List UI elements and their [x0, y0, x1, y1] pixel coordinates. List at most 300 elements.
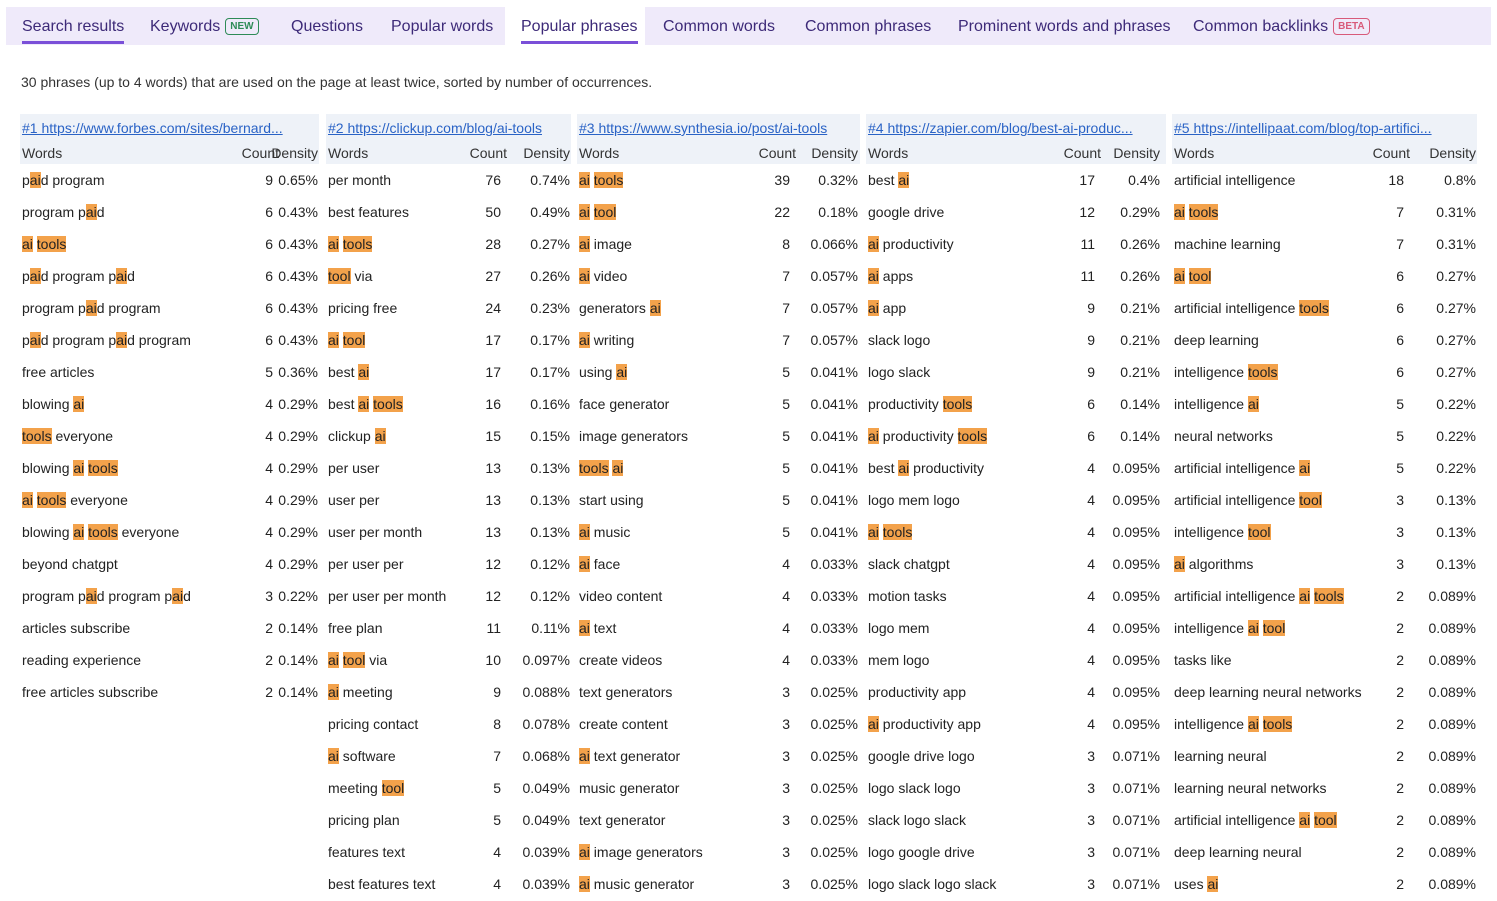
- density-header: Density: [1429, 145, 1476, 161]
- count-value: 6: [1396, 300, 1404, 316]
- table-row: [866, 228, 1166, 260]
- table-row: [326, 580, 571, 612]
- beta-badge: BETA: [1333, 18, 1369, 35]
- phrase-text: best features text: [328, 876, 436, 892]
- phrase-text: learning neural: [1174, 748, 1267, 764]
- phrase-text: ai app: [868, 300, 907, 316]
- table-row: [326, 260, 571, 292]
- count-value: 13: [485, 492, 501, 508]
- count-value: 13: [485, 524, 501, 540]
- phrase-text: create content: [579, 716, 668, 732]
- phrase-text: best features: [328, 204, 409, 220]
- count-value: 6: [1396, 268, 1404, 284]
- table-row: [326, 484, 571, 516]
- keyword-highlight: tools: [88, 460, 118, 476]
- phrase-text: ai algorithms: [1174, 556, 1254, 572]
- table-row: [577, 356, 860, 388]
- count-value: 5: [782, 428, 790, 444]
- table-row: [326, 708, 571, 740]
- density-value: 0.31%: [1436, 204, 1476, 220]
- phrase-text: ai meeting: [328, 684, 393, 700]
- table-row: [1172, 740, 1477, 772]
- table-row: [577, 452, 860, 484]
- density-value: 0.025%: [810, 812, 858, 828]
- count-value: 9: [1087, 364, 1095, 380]
- keyword-highlight: ai: [328, 236, 339, 252]
- result-url-link[interactable]: #4 https://zapier.com/blog/best-ai-produc...: [868, 120, 1133, 136]
- table-row: [326, 676, 571, 708]
- tab-label: Questions: [291, 18, 364, 35]
- table-row: [577, 868, 860, 900]
- table-row: [20, 260, 319, 292]
- count-value: 3: [1087, 844, 1095, 860]
- phrase-text: intelligence tool: [1174, 524, 1271, 540]
- table-row: [866, 260, 1166, 292]
- phrase-text: deep learning: [1174, 332, 1259, 348]
- phrase-text: intelligence ai tools: [1174, 716, 1293, 732]
- density-value: 0.29%: [1120, 204, 1160, 220]
- tab-label: Popular words: [391, 18, 494, 35]
- count-value: 13: [485, 460, 501, 476]
- tab-popular-phrases[interactable]: [521, 7, 638, 45]
- keyword-highlight: tools: [882, 524, 913, 540]
- table-row: [577, 708, 860, 740]
- density-value: 0.041%: [810, 364, 858, 380]
- density-value: 0.071%: [1112, 876, 1160, 892]
- phrase-text: mem logo: [868, 652, 930, 668]
- keyword-highlight: ai: [1247, 396, 1259, 412]
- tab-label: Keywords: [150, 18, 221, 35]
- count-header: Count: [241, 145, 279, 161]
- count-value: 24: [485, 300, 501, 316]
- keyword-highlight: ai: [579, 556, 590, 572]
- keyword-highlight: ai: [579, 268, 590, 284]
- tab-common-phrases[interactable]: [805, 7, 931, 45]
- table-row: [1172, 292, 1477, 324]
- phrase-text: tools everyone: [22, 428, 114, 444]
- keyword-highlight: tool: [1299, 492, 1322, 508]
- phrase-text: ai image: [579, 236, 632, 252]
- phrase-text: tool via: [328, 268, 373, 284]
- density-value: 0.14%: [1120, 428, 1160, 444]
- density-value: 0.049%: [522, 780, 570, 796]
- phrase-text: ai apps: [868, 268, 914, 284]
- phrase-text: per user per: [328, 556, 404, 572]
- keyword-highlight: ai: [1299, 460, 1311, 476]
- table-row: [1172, 804, 1477, 836]
- keyword-highlight: ai: [328, 652, 339, 668]
- count-value: 7: [1396, 236, 1404, 252]
- density-value: 0.033%: [810, 652, 858, 668]
- phrase-text: pricing contact: [328, 716, 419, 732]
- table-row: [20, 164, 319, 196]
- table-row: [866, 164, 1166, 196]
- phrase-text: [328, 324, 365, 356]
- density-value: 0.066%: [810, 236, 858, 252]
- keyword-highlight: tool: [1314, 812, 1337, 828]
- density-value: 0.025%: [810, 844, 858, 860]
- density-value: 0.13%: [530, 460, 570, 476]
- count-value: 4: [1087, 588, 1095, 604]
- density-value: 0.088%: [522, 684, 570, 700]
- table-row: [577, 580, 860, 612]
- table-row: [866, 708, 1166, 740]
- count-value: 5: [1396, 396, 1404, 412]
- table-row: [20, 612, 319, 644]
- column-header: [577, 114, 860, 142]
- phrase-text: blowing ai tools everyone: [22, 524, 180, 540]
- keyword-highlight: ai: [1299, 588, 1311, 604]
- count-value: 2: [1396, 780, 1404, 796]
- density-value: 0.13%: [1436, 524, 1476, 540]
- tab-popular-words[interactable]: [391, 7, 493, 45]
- keyword-highlight: ai: [1207, 876, 1219, 892]
- phrase-text: uses ai: [1174, 876, 1219, 892]
- phrase-text: program paid program: [22, 300, 161, 316]
- tab-label: Search results: [22, 18, 125, 35]
- count-value: 9: [1087, 300, 1095, 316]
- keyword-highlight: ai: [868, 236, 879, 252]
- density-value: 0.089%: [1428, 748, 1476, 764]
- count-value: 3: [782, 748, 790, 764]
- density-value: 0.13%: [1436, 556, 1476, 572]
- count-value: 4: [265, 524, 273, 540]
- keyword-highlight: tools: [957, 428, 988, 444]
- density-value: 0.057%: [810, 332, 858, 348]
- table-row: [20, 228, 319, 260]
- density-value: 0.025%: [810, 780, 858, 796]
- count-value: 5: [1396, 460, 1404, 476]
- summary-text: 30 phrases (up to 4 words) that are used on the page at least twice, sorted by number of occurrences.: [21, 74, 653, 90]
- phrase-text: intelligence tools: [1174, 364, 1278, 380]
- density-value: 0.089%: [1428, 716, 1476, 732]
- keyword-highlight: tools: [36, 492, 67, 508]
- density-value: 0.025%: [810, 748, 858, 764]
- phrase-text: [328, 228, 372, 260]
- table-row: [577, 644, 860, 676]
- count-value: 4: [782, 588, 790, 604]
- density-header: Density: [271, 145, 318, 161]
- phrase-text: text generator: [579, 812, 666, 828]
- keyword-highlight: ai: [85, 300, 97, 316]
- keyword-highlight: ai: [29, 172, 41, 188]
- count-value: 2: [1396, 588, 1404, 604]
- count-value: 5: [493, 780, 501, 796]
- phrase-text: logo mem: [868, 620, 930, 636]
- keyword-highlight: ai: [73, 524, 85, 540]
- phrase-text: start using: [579, 492, 644, 508]
- density-value: 0.31%: [1436, 236, 1476, 252]
- density-value: 0.039%: [522, 876, 570, 892]
- phrase-text: neural networks: [1174, 428, 1273, 444]
- keyword-highlight: ai: [579, 524, 590, 540]
- keyword-highlight: tools: [373, 396, 403, 412]
- density-value: 0.071%: [1112, 780, 1160, 796]
- table-row: [326, 644, 571, 676]
- density-value: 0.033%: [810, 620, 858, 636]
- count-value: 4: [265, 492, 273, 508]
- density-value: 0.089%: [1428, 780, 1476, 796]
- tab-prominent-words-and-phrases[interactable]: [958, 7, 1171, 45]
- keyword-highlight: tool: [342, 652, 366, 668]
- table-header-row: [326, 142, 571, 164]
- density-value: 0.089%: [1428, 652, 1476, 668]
- count-value: 5: [265, 364, 273, 380]
- phrase-text: ai tool via: [328, 652, 388, 668]
- count-value: 39: [774, 172, 790, 188]
- count-value: 2: [265, 652, 273, 668]
- density-value: 0.025%: [810, 716, 858, 732]
- tab-underline: [521, 41, 638, 44]
- count-value: 5: [782, 396, 790, 412]
- result-column-5: [1172, 114, 1477, 900]
- phrase-text: slack logo: [868, 332, 931, 348]
- count-value: 2: [1396, 748, 1404, 764]
- count-value: 6: [265, 268, 273, 284]
- density-value: 0.22%: [1436, 396, 1476, 412]
- phrase-text: per month: [328, 172, 392, 188]
- count-value: 4: [782, 620, 790, 636]
- density-value: 0.74%: [530, 172, 570, 188]
- phrase-text: logo slack: [868, 364, 931, 380]
- density-value: 0.095%: [1112, 460, 1160, 476]
- keyword-highlight: tools: [36, 236, 67, 252]
- count-value: 27: [485, 268, 501, 284]
- tab-keywords[interactable]: [150, 7, 259, 45]
- tab-questions[interactable]: [291, 7, 363, 45]
- keyword-highlight: ai: [22, 492, 33, 508]
- table-row: [866, 612, 1166, 644]
- count-value: 5: [782, 524, 790, 540]
- density-value: 0.49%: [530, 204, 570, 220]
- count-value: 3: [265, 588, 273, 604]
- count-value: 4: [1087, 492, 1095, 508]
- density-value: 0.057%: [810, 300, 858, 316]
- keyword-highlight: tools: [593, 172, 624, 188]
- count-value: 7: [1396, 204, 1404, 220]
- density-value: 0.089%: [1428, 876, 1476, 892]
- column-header: [20, 114, 319, 142]
- table-row: [1172, 580, 1477, 612]
- phrase-text: artificial intelligence ai tools: [1174, 588, 1344, 604]
- keyword-highlight: ai: [116, 268, 128, 284]
- table-row: [866, 196, 1166, 228]
- phrase-text: productivity app: [868, 684, 967, 700]
- count-value: 3: [1396, 556, 1404, 572]
- keyword-highlight: ai: [649, 300, 661, 316]
- tab-common-words[interactable]: [663, 7, 775, 45]
- phrase-text: generators ai: [579, 300, 661, 316]
- count-value: 2: [1396, 684, 1404, 700]
- result-url-link[interactable]: #5 https://intellipaat.com/blog/top-artifici...: [1174, 120, 1432, 136]
- phrase-text: free plan: [328, 620, 383, 636]
- count-value: 10: [485, 652, 501, 668]
- keyword-highlight: ai: [29, 332, 41, 348]
- density-value: 0.095%: [1112, 716, 1160, 732]
- count-value: 17: [1079, 172, 1095, 188]
- count-value: 5: [493, 812, 501, 828]
- keyword-highlight: tools: [1314, 588, 1344, 604]
- table-row: [577, 804, 860, 836]
- phrase-text: blowing ai tools: [22, 460, 118, 476]
- keyword-highlight: ai: [579, 236, 590, 252]
- table-row: [20, 644, 319, 676]
- count-value: 6: [265, 300, 273, 316]
- count-value: 3: [1087, 780, 1095, 796]
- phrase-text: face generator: [579, 396, 670, 412]
- phrase-text: ai text: [579, 620, 617, 636]
- keyword-highlight: tools: [342, 236, 373, 252]
- density-value: 0.18%: [818, 204, 858, 220]
- phrase-text: best ai: [328, 364, 370, 380]
- keyword-highlight: tools: [942, 396, 973, 412]
- result-url-link[interactable]: #2 https://clickup.com/blog/ai-tools: [328, 120, 542, 136]
- phrase-text: artificial intelligence ai: [1174, 460, 1311, 476]
- table-row: [866, 644, 1166, 676]
- table-row: [326, 164, 571, 196]
- density-value: 0.27%: [1436, 364, 1476, 380]
- phrase-text: ai writing: [579, 332, 635, 348]
- keyword-highlight: ai: [579, 172, 590, 188]
- density-value: 0.21%: [1120, 364, 1160, 380]
- density-value: 0.12%: [530, 556, 570, 572]
- table-row: [20, 580, 319, 612]
- keyword-highlight: tools: [88, 524, 118, 540]
- count-value: 4: [265, 556, 273, 572]
- density-value: 0.14%: [278, 652, 318, 668]
- count-value: 17: [485, 364, 501, 380]
- phrase-text: tasks like: [1174, 652, 1232, 668]
- count-value: 4: [493, 844, 501, 860]
- count-header: Count: [1063, 145, 1101, 161]
- keyword-highlight: ai: [1174, 556, 1185, 572]
- keyword-highlight: tool: [1262, 620, 1286, 636]
- table-row: [326, 868, 571, 900]
- keyword-highlight: ai: [579, 876, 590, 892]
- table-row: [866, 580, 1166, 612]
- count-value: 5: [782, 364, 790, 380]
- column-header: [326, 114, 571, 142]
- table-row: [20, 452, 319, 484]
- density-value: 0.041%: [810, 396, 858, 412]
- count-value: 11: [1080, 236, 1095, 252]
- density-header: Density: [523, 145, 570, 161]
- count-value: 3: [782, 716, 790, 732]
- phrase-text: free articles: [22, 364, 95, 380]
- keyword-highlight: ai: [116, 332, 128, 348]
- table-row: [20, 484, 319, 516]
- count-header: Count: [758, 145, 796, 161]
- count-value: 4: [1087, 460, 1095, 476]
- table-row: [1172, 836, 1477, 868]
- count-value: 2: [1396, 876, 1404, 892]
- phrase-text: artificial intelligence tools: [1174, 300, 1329, 316]
- count-value: 4: [1087, 652, 1095, 668]
- count-value: 6: [1087, 428, 1095, 444]
- table-row: [866, 836, 1166, 868]
- density-value: 0.13%: [1436, 492, 1476, 508]
- table-header-row: [577, 142, 860, 164]
- keyword-highlight: ai: [1247, 620, 1259, 636]
- density-value: 0.089%: [1428, 588, 1476, 604]
- count-value: 2: [1396, 716, 1404, 732]
- keyword-highlight: ai: [172, 588, 184, 604]
- table-row: [1172, 196, 1477, 228]
- count-header: Count: [469, 145, 507, 161]
- table-row: [1172, 612, 1477, 644]
- phrase-text: meeting tool: [328, 780, 405, 796]
- keyword-highlight: tool: [381, 780, 405, 796]
- column-header: [1172, 114, 1477, 142]
- count-value: 4: [265, 396, 273, 412]
- tab-label: Common backlinks: [1193, 18, 1329, 35]
- count-value: 22: [774, 204, 790, 220]
- count-value: 6: [265, 332, 273, 348]
- words-header: Words: [579, 145, 620, 161]
- density-value: 0.049%: [522, 812, 570, 828]
- density-value: 0.089%: [1428, 684, 1476, 700]
- density-value: 0.22%: [1436, 428, 1476, 444]
- phrase-text: beyond chatgpt: [22, 556, 118, 572]
- table-row: [1172, 772, 1477, 804]
- count-value: 4: [1087, 556, 1095, 572]
- density-value: 0.089%: [1428, 844, 1476, 860]
- density-value: 0.43%: [278, 236, 318, 252]
- tab-search-results[interactable]: [22, 7, 124, 45]
- count-value: 6: [1087, 396, 1095, 412]
- count-value: 6: [1396, 364, 1404, 380]
- count-value: 4: [265, 460, 273, 476]
- table-row: [1172, 644, 1477, 676]
- result-url-link[interactable]: #3 https://www.synthesia.io/post/ai-tools: [579, 120, 828, 136]
- table-row: [1172, 164, 1477, 196]
- keyword-highlight: ai: [868, 716, 879, 732]
- result-column-2: [326, 114, 571, 900]
- count-value: 11: [1080, 268, 1095, 284]
- density-value: 0.29%: [278, 524, 318, 540]
- table-row: [577, 484, 860, 516]
- tab-common-backlinks[interactable]: [1193, 7, 1370, 45]
- phrase-text: productivity tools: [868, 396, 973, 412]
- table-row: [866, 868, 1166, 900]
- table-row: [866, 356, 1166, 388]
- words-header: Words: [22, 145, 63, 161]
- keyword-highlight: ai: [85, 204, 97, 220]
- table-row: [866, 548, 1166, 580]
- table-row: [326, 772, 571, 804]
- table-row: [326, 324, 571, 356]
- keyword-highlight: ai: [868, 300, 879, 316]
- count-value: 11: [486, 620, 501, 636]
- density-value: 0.16%: [530, 396, 570, 412]
- phrase-text: reading experience: [22, 652, 142, 668]
- phrase-text: slack chatgpt: [868, 556, 950, 572]
- density-header: Density: [1113, 145, 1160, 161]
- count-value: 8: [782, 236, 790, 252]
- keyword-highlight: ai: [1247, 716, 1259, 732]
- keyword-highlight: tools: [1299, 300, 1329, 316]
- phrase-text: articles subscribe: [22, 620, 131, 636]
- count-value: 18: [1388, 172, 1404, 188]
- table-row: [20, 516, 319, 548]
- density-value: 0.071%: [1112, 748, 1160, 764]
- phrase-text: free articles subscribe: [22, 684, 159, 700]
- count-value: 9: [265, 172, 273, 188]
- density-value: 0.033%: [810, 588, 858, 604]
- count-value: 3: [1087, 876, 1095, 892]
- result-url-link[interactable]: #1 https://www.forbes.com/sites/bernard...: [22, 120, 283, 136]
- density-value: 0.27%: [530, 236, 570, 252]
